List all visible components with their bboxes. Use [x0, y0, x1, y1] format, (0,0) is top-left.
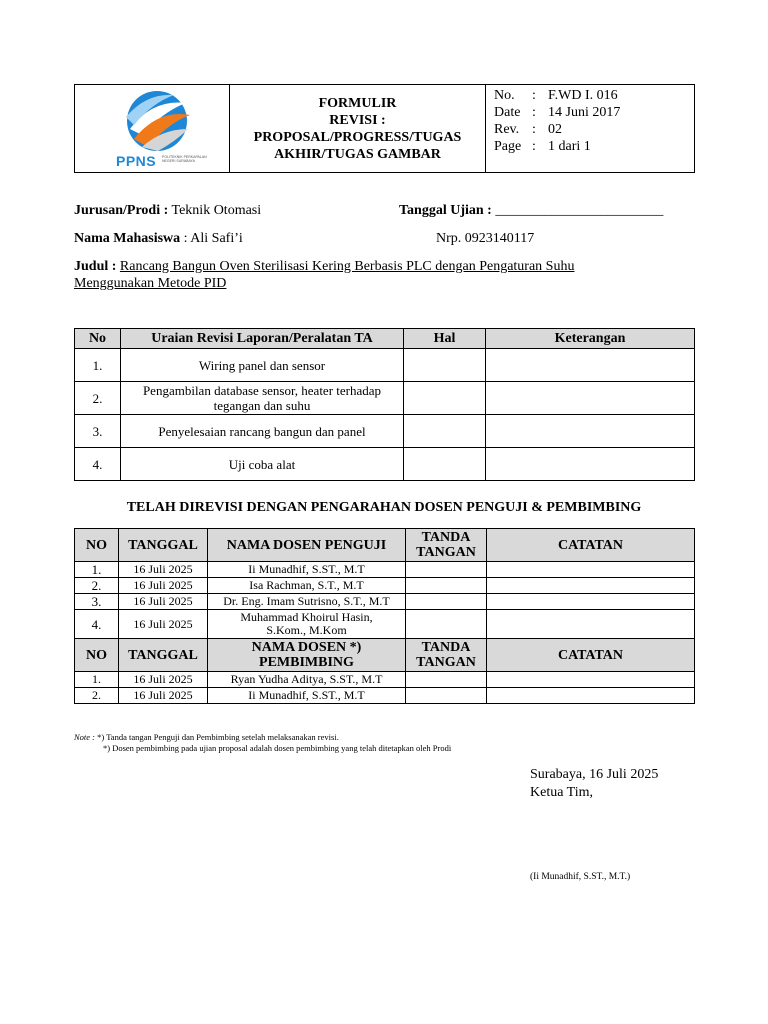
meta-label: No.	[494, 88, 515, 103]
col-header: Keterangan	[486, 329, 695, 349]
form-meta-cell	[486, 85, 695, 173]
row-tanda-tangan	[406, 594, 487, 610]
row-catatan	[487, 610, 695, 639]
form-meta	[494, 87, 620, 155]
row-no: 4.	[75, 610, 119, 639]
meta-row	[494, 138, 620, 155]
meta-label: Rev.	[494, 122, 520, 137]
row-nama: Dr. Eng. Imam Sutrisno, S.T., M.T	[208, 594, 406, 610]
col-header: TANGGAL	[119, 529, 208, 562]
row-hal	[404, 382, 486, 415]
row-tanggal: 16 Juli 2025	[119, 562, 208, 578]
col-header: Hal	[404, 329, 486, 349]
note-text-1: *) Tanda tangan Penguji dan Pembimbing setelah melaksanakan revisi.	[95, 732, 339, 742]
table-header-row	[75, 639, 695, 672]
examiner-table	[74, 528, 695, 704]
row-keterangan	[486, 448, 695, 481]
row-uraian: Wiring panel dan sensor	[121, 349, 404, 382]
row-catatan	[487, 688, 695, 704]
col-header: CATATAN	[487, 529, 695, 562]
table-row	[75, 382, 695, 415]
tanggal-ujian-line	[399, 202, 663, 219]
nama-value: : Ali Safi’i	[180, 231, 243, 246]
form-title-line: FORMULIR	[318, 95, 397, 111]
signature-name: (Ii Munadhif, S.ST., M.T.)	[530, 872, 631, 882]
meta-value: F.WD I. 016	[548, 88, 618, 103]
row-nama: Ii Munadhif, S.ST., M.T	[208, 688, 406, 704]
form-title-line: PROPOSAL/PROGRESS/TUGAS	[253, 129, 462, 145]
note-line-1	[74, 732, 339, 743]
col-header: CATATAN	[487, 639, 695, 672]
table-row	[75, 448, 695, 481]
judul-line-2: Menggunakan Metode PID	[74, 276, 227, 291]
row-hal	[404, 415, 486, 448]
row-uraian: Pengambilan database sensor, heater terhadap tegangan dan suhu	[121, 382, 404, 415]
meta-sep: :	[532, 122, 536, 137]
row-tanggal: 16 Juli 2025	[119, 594, 208, 610]
row-catatan	[487, 578, 695, 594]
col-header: TANGGAL	[119, 639, 208, 672]
row-no: 1.	[75, 672, 119, 688]
col-header: NO	[75, 639, 119, 672]
table-row	[75, 594, 695, 610]
nrp: Nrp. 0923140117	[436, 231, 535, 246]
row-no: 4.	[75, 448, 121, 481]
row-no: 1.	[75, 562, 119, 578]
note-label: Note :	[74, 732, 96, 742]
row-nama: Ryan Yudha Aditya, S.ST., M.T	[208, 672, 406, 688]
col-header: TANDA TANGAN	[406, 529, 487, 562]
row-no: 2.	[75, 688, 119, 704]
jurusan-label: Jurusan/Prodi :	[74, 203, 169, 218]
row-no: 3.	[75, 594, 119, 610]
ppns-logo	[82, 89, 222, 169]
table-header-row	[75, 329, 695, 349]
row-tanda-tangan	[406, 672, 487, 688]
meta-sep: :	[532, 139, 536, 154]
jurusan-value: Teknik Otomasi	[168, 203, 262, 218]
judul-line-1: Rancang Bangun Oven Sterilisasi Kering Berbasis PLC dengan Pengaturan Suhu	[119, 259, 575, 274]
meta-value: 14 Juni 2017	[548, 105, 621, 120]
logo-cell	[75, 85, 230, 173]
meta-sep: :	[532, 88, 536, 103]
table-row	[75, 610, 695, 639]
form-title-line: REVISI :	[329, 112, 386, 128]
judul-label: Judul :	[74, 259, 117, 274]
col-header: Uraian Revisi Laporan/Peralatan TA	[121, 329, 404, 349]
col-header: NAMA DOSEN *) PEMBIMBING	[208, 639, 406, 672]
table-header-row	[75, 529, 695, 562]
signature-place-date: Surabaya, 16 Juli 2025	[530, 767, 659, 782]
col-header: NAMA DOSEN PENGUJI	[208, 529, 406, 562]
row-uraian: Penyelesaian rancang bangun dan panel	[121, 415, 404, 448]
meta-label: Page	[494, 139, 522, 154]
row-no: 3.	[75, 415, 121, 448]
table-row	[75, 578, 695, 594]
row-no: 1.	[75, 349, 121, 382]
row-nama: Muhammad Khoirul Hasin, S.Kom., M.Kom	[208, 610, 406, 639]
row-tanggal: 16 Juli 2025	[119, 672, 208, 688]
row-no: 2.	[75, 382, 121, 415]
nama-label: Nama Mahasiswa	[74, 231, 181, 246]
table-row	[75, 688, 695, 704]
row-catatan	[487, 562, 695, 578]
meta-row	[494, 87, 620, 104]
meta-label: Date	[494, 105, 521, 120]
table-row	[75, 349, 695, 382]
meta-sep: :	[532, 105, 536, 120]
row-catatan	[487, 594, 695, 610]
section-title: TELAH DIREVISI DENGAN PENGARAHAN DOSEN PENGUJI & PEMBIMBING	[126, 500, 642, 515]
form-title-cell	[230, 85, 486, 173]
row-tanda-tangan	[406, 562, 487, 578]
judul-block	[74, 258, 674, 275]
form-title-line: AKHIR/TUGAS GAMBAR	[274, 146, 441, 162]
jurusan-line	[74, 202, 261, 219]
revision-table	[74, 328, 695, 481]
row-hal	[404, 349, 486, 382]
form-header	[74, 84, 695, 173]
row-tanda-tangan	[406, 688, 487, 704]
col-header: No	[75, 329, 121, 349]
logo-subtext: POLITEKNIK PERKAPALAN NEGERI SURABAYA	[162, 154, 207, 163]
col-header: NO	[75, 529, 119, 562]
table-row	[75, 672, 695, 688]
row-tanggal: 16 Juli 2025	[119, 688, 208, 704]
logo-globe-icon	[112, 89, 202, 153]
meta-row	[494, 104, 620, 121]
meta-value: 1 dari 1	[548, 139, 591, 154]
meta-row	[494, 121, 620, 138]
row-tanggal: 16 Juli 2025	[119, 610, 208, 639]
col-header: TANDA TANGAN	[406, 639, 487, 672]
row-catatan	[487, 672, 695, 688]
row-nama: Isa Rachman, S.T., M.T	[208, 578, 406, 594]
table-row	[75, 415, 695, 448]
table-row	[75, 562, 695, 578]
signature-role: Ketua Tim,	[530, 785, 594, 800]
meta-value: 02	[548, 122, 562, 137]
tanggal-ujian-value: ________________________	[491, 203, 664, 218]
row-keterangan	[486, 349, 695, 382]
nama-line	[74, 230, 243, 247]
row-keterangan	[486, 415, 695, 448]
row-tanda-tangan	[406, 578, 487, 594]
row-tanda-tangan	[406, 610, 487, 639]
tanggal-ujian-label: Tanggal Ujian :	[399, 203, 492, 218]
row-hal	[404, 448, 486, 481]
logo-text: PPNS	[116, 152, 157, 169]
row-keterangan	[486, 382, 695, 415]
row-uraian: Uji coba alat	[121, 448, 404, 481]
row-tanggal: 16 Juli 2025	[119, 578, 208, 594]
note-line-2: *) Dosen pembimbing pada ujian proposal adalah dosen pembimbing yang telah ditetapkan oleh Prodi	[103, 743, 452, 753]
row-nama: Ii Munadhif, S.ST., M.T	[208, 562, 406, 578]
row-no: 2.	[75, 578, 119, 594]
